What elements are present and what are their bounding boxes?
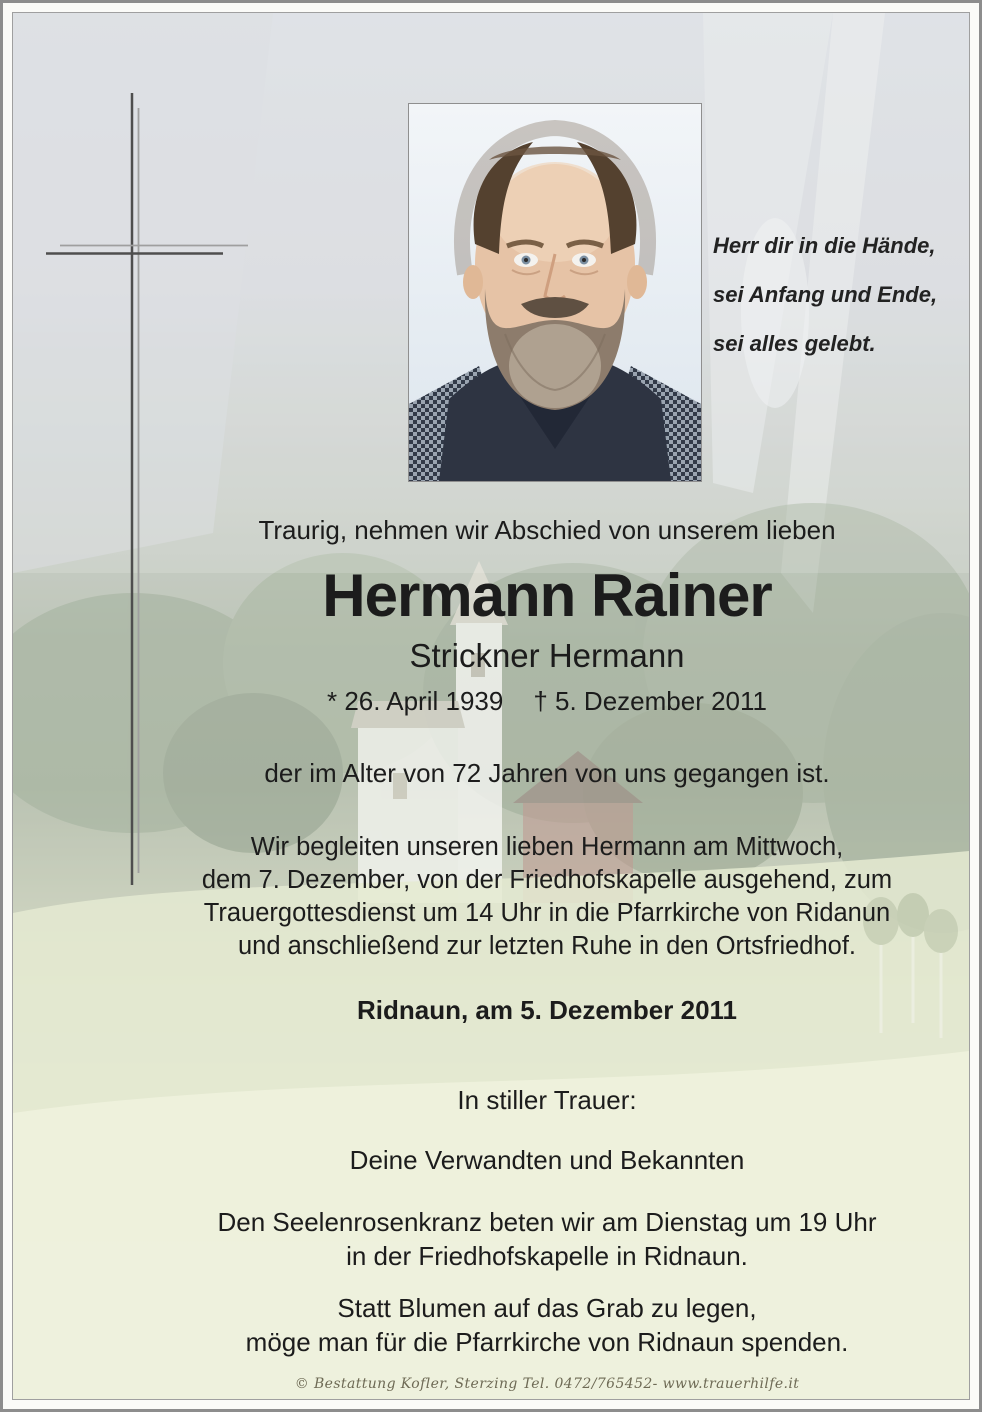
rosary-announcement — [131, 1205, 963, 1273]
donation-request — [131, 1291, 963, 1359]
quote-line: sei Anfang und Ende, — [713, 282, 938, 307]
rosary-line: in der Friedhofskapelle in Ridnaun. — [346, 1241, 748, 1271]
portrait-photo — [408, 103, 702, 482]
donation-line: möge man für die Pfarrkirche von Ridnaun spenden. — [245, 1327, 849, 1357]
funeral-line: und anschließend zur letzten Ruhe in den Ortsfriedhof. — [237, 932, 857, 960]
mourning-header: In stiller Trauer: — [457, 1085, 637, 1115]
rosary-line: Den Seelenrosenkranz beten wir am Dienstag um 19 Uhr — [217, 1207, 877, 1237]
life-dates — [131, 686, 963, 717]
funeral-line: Trauergottesdienst um 14 Uhr in die Pfarrkirche von Ridanun — [203, 899, 891, 927]
vulgo-name: Strickner Hermann — [409, 637, 685, 674]
place-and-date: Ridnaun, am 5. Dezember 2011 — [356, 995, 738, 1025]
mourners-line: Deine Verwandten und Bekannten — [349, 1145, 745, 1175]
card-inner — [12, 12, 970, 1400]
funeral-announcement — [131, 831, 963, 963]
birth-date: * 26. April 1939 — [326, 686, 504, 716]
death-date: † 5. Dezember 2011 — [533, 686, 768, 716]
funeral-home-credit: © Bestattung Kofler, Sterzing Tel. 0472/765452- www.trauerhilfe.it — [294, 1376, 800, 1392]
intro-line: Traurig, nehmen wir Abschied von unserem lieben — [258, 515, 836, 545]
funeral-line: Wir begleiten unseren lieben Hermann am Mittwoch, — [250, 833, 844, 861]
funeral-line: dem 7. Dezember, von der Friedhofskapelle ausgehend, zum — [201, 866, 893, 894]
memorial-quote — [713, 221, 963, 368]
age-line: der im Alter von 72 Jahren von uns gegangen ist. — [264, 758, 830, 788]
donation-line: Statt Blumen auf das Grab zu legen, — [337, 1293, 757, 1323]
quote-line: sei alles gelebt. — [713, 331, 876, 356]
quote-line: Herr dir in die Hände, — [713, 233, 936, 258]
deceased-name: Hermann Rainer — [322, 562, 772, 629]
